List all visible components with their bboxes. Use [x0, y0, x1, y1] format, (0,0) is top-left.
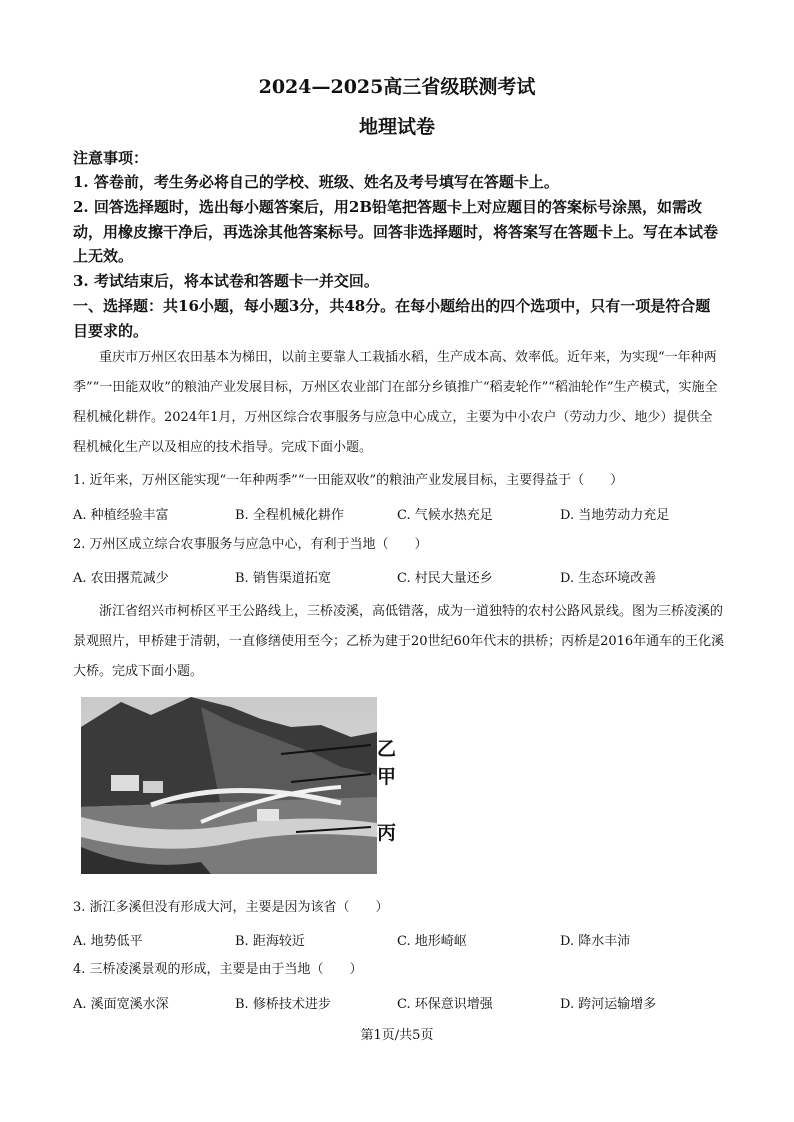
- question-2: 2. 万州区成立综合农事服务与应急中心，有利于当地（ ）: [73, 537, 428, 552]
- option-c: C. 气候水热充足: [397, 508, 493, 523]
- option-a: A. 溪面宽溪水深: [73, 997, 169, 1012]
- exam-title: 2024—2025高三省级联测考试: [258, 76, 536, 98]
- option-c: C. 村民大量还乡: [397, 571, 493, 586]
- notice-item-2: 2. 回答选择题时，选出每小题答案后，用2B铅笔把答题卡上对应题目的答案标号涂黑，如需改动，用橡皮擦干净后，再选涂其他答案标号。回答非选择题时，将答案写在答题卡上。写在本试卷上无效。: [73, 198, 719, 265]
- notice-item-3: 3. 考试结束后，将本试卷和答题卡一并交回。: [73, 272, 379, 290]
- question-3: 3. 浙江多溪但没有形成大河，主要是因为该省（ ）: [73, 900, 389, 915]
- question-1-options: [73, 504, 725, 524]
- question-3-options: [73, 930, 725, 950]
- question-1: 1. 近年来，万州区能实现“一年种两季”“一田能双收”的粮油产业发展目标，主要得益于（ ）: [73, 473, 624, 488]
- bridge-label-bing: 丙: [377, 822, 397, 844]
- option-b: B. 全程机械化耕作: [235, 508, 344, 523]
- bridge-label-yi: 乙: [377, 738, 397, 760]
- passage-wanzhou: 重庆市万州区农田基本为梯田，以前主要靠人工栽插水稻，生产成本高、效率低。近年来，为实现“一年种两季”“一田能双收”的粮油产业发展目标，万州区农业部门在部分乡镇推广“稻麦轮作”“稻油轮作”生产模式，实施全程机械化耕作。2024年1月，万州区综合农事服务与应急中心成立，主要为中小农户（劳动力少、地少）提供全程机械化生产以及相应的技术指导。完成下面小题。: [73, 350, 718, 455]
- question-2-options: [73, 567, 725, 587]
- question-4: 4. 三桥凌溪景观的形成，主要是由于当地（ ）: [73, 962, 363, 977]
- option-a: A. 农田撂荒减少: [73, 571, 169, 586]
- option-d: D. 当地劳动力充足: [560, 508, 670, 523]
- option-a: A. 种植经验丰富: [73, 508, 169, 523]
- option-c: C. 环保意识增强: [397, 997, 493, 1012]
- option-c: C. 地形崎岖: [397, 934, 467, 949]
- passage-three-bridges: 浙江省绍兴市柯桥区平王公路线上，三桥凌溪，高低错落，成为一道独特的农村公路风景线。图为三桥凌溪的景观照片，甲桥建于清朝，一直修缮使用至今；乙桥为建于20世纪60年代末的拱桥；丙桥是2016年通车的王化溪大桥。完成下面小题。: [73, 604, 725, 679]
- option-d: D. 降水丰沛: [560, 934, 631, 949]
- option-d: D. 跨河运输增多: [560, 997, 657, 1012]
- notice-item-1: 1. 答卷前，考生务必将自己的学校、班级、姓名及考号填写在答题卡上。: [73, 173, 559, 191]
- option-a: A. 地势低平: [73, 934, 143, 949]
- question-4-options: [73, 993, 725, 1013]
- bridge-label-jia: 甲: [377, 766, 397, 788]
- option-b: B. 修桥技术进步: [235, 997, 331, 1012]
- section-heading: 一、选择题：共16小题，每小题3分，共48分。在每小题给出的四个选项中，只有一项是符合题目要求的。: [73, 297, 711, 340]
- three-bridges-photo: [81, 697, 377, 874]
- exam-subject: 地理试卷: [358, 116, 435, 138]
- page-number: 第1页/共5页: [360, 1028, 434, 1043]
- option-b: B. 销售渠道拓宽: [235, 571, 331, 586]
- option-d: D. 生态环境改善: [560, 571, 657, 586]
- notice-heading: 注意事项：: [73, 149, 149, 167]
- option-b: B. 距海较近: [235, 934, 305, 949]
